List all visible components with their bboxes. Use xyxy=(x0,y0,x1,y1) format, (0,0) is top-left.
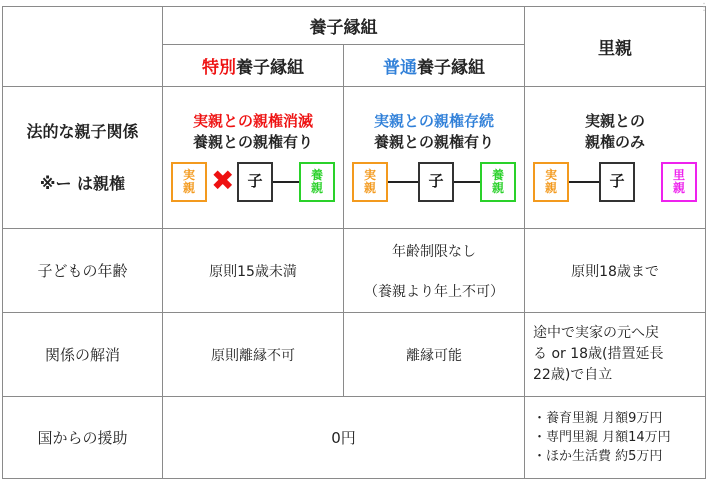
legal-label-line2: ※ー は親権 xyxy=(39,173,126,193)
ordinary-prefix: 普通 xyxy=(383,58,417,78)
foster-parent-box: 里 親 xyxy=(661,162,697,202)
row-label-dissolution: 関係の解消 xyxy=(3,313,163,397)
support-foster-cell xyxy=(525,397,706,479)
child-box: 子 xyxy=(418,162,454,202)
special-legal-line1: 実親との親権消滅 xyxy=(192,111,313,130)
header-foster: 里親 xyxy=(525,7,706,87)
ordinary-legal-line2: 養親との親権有り xyxy=(373,132,494,151)
support-adoption: 0円 xyxy=(163,397,525,479)
dissolution-foster-line2: る or 18歳(措置延長 xyxy=(533,346,664,362)
age-foster: 原則18歳まで xyxy=(525,229,706,313)
legal-label-line1: 法的な親子関係 xyxy=(26,121,139,141)
header-adoption: 養子縁組 xyxy=(163,7,525,45)
age-special: 原則15歳未満 xyxy=(163,229,344,313)
foster-legal-line2: 親権のみ xyxy=(584,132,645,151)
child-box: 子 xyxy=(599,162,635,202)
dissolution-foster-line3: 22歳)で自立 xyxy=(533,367,613,383)
birth-parent-box: 実 親 xyxy=(533,162,569,202)
special-legal-line2: 養親との親権有り xyxy=(192,132,313,151)
scroll-indicator[interactable]: ⋮ xyxy=(699,2,709,13)
special-prefix: 特別 xyxy=(202,58,236,78)
header-special-adoption xyxy=(163,45,344,87)
adoptive-parent-box: 養 親 xyxy=(299,162,335,202)
legal-special-cell xyxy=(163,87,344,229)
comparison-table xyxy=(2,6,706,479)
custody-line xyxy=(388,181,418,183)
ordinary-diagram xyxy=(352,162,516,206)
birth-parent-box: 実 親 xyxy=(171,162,207,202)
age-ordinary-line2: （養親より年上不可） xyxy=(364,283,504,300)
corner-cell xyxy=(3,7,163,87)
dissolution-special: 原則離縁不可 xyxy=(163,313,344,397)
foster-legal-line1: 実親との xyxy=(584,111,645,130)
row-label-age: 子どもの年齢 xyxy=(3,229,163,313)
row-label-legal xyxy=(3,87,163,229)
custody-line xyxy=(569,181,599,183)
header-ordinary-adoption xyxy=(344,45,525,87)
dissolution-foster-cell xyxy=(525,313,706,397)
support-foster-line1: ・養育里親 月額9万円 xyxy=(533,411,663,426)
custody-line xyxy=(273,181,299,183)
legal-ordinary-cell xyxy=(344,87,525,229)
foster-diagram xyxy=(533,162,697,206)
ordinary-suffix: 養子縁組 xyxy=(417,58,485,78)
cross-icon: ✖ xyxy=(211,163,235,197)
dissolution-foster-line1: 途中で実家の元へ戻 xyxy=(533,325,659,341)
support-foster-line2: ・専門里親 月額14万円 xyxy=(533,430,671,445)
support-foster-line3: ・ほか生活費 約5万円 xyxy=(533,449,663,464)
special-diagram xyxy=(171,162,335,206)
row-label-support: 国からの援助 xyxy=(3,397,163,479)
special-suffix: 養子縁組 xyxy=(236,58,304,78)
legal-foster-cell xyxy=(525,87,706,229)
custody-line xyxy=(454,181,480,183)
birth-parent-box: 実 親 xyxy=(352,162,388,202)
dissolution-ordinary: 離縁可能 xyxy=(344,313,525,397)
child-box: 子 xyxy=(237,162,273,202)
age-ordinary-cell xyxy=(344,229,525,313)
ordinary-legal-line1: 実親との親権存続 xyxy=(373,111,494,130)
adoptive-parent-box: 養 親 xyxy=(480,162,516,202)
age-ordinary-line1: 年齢制限なし xyxy=(392,243,476,260)
